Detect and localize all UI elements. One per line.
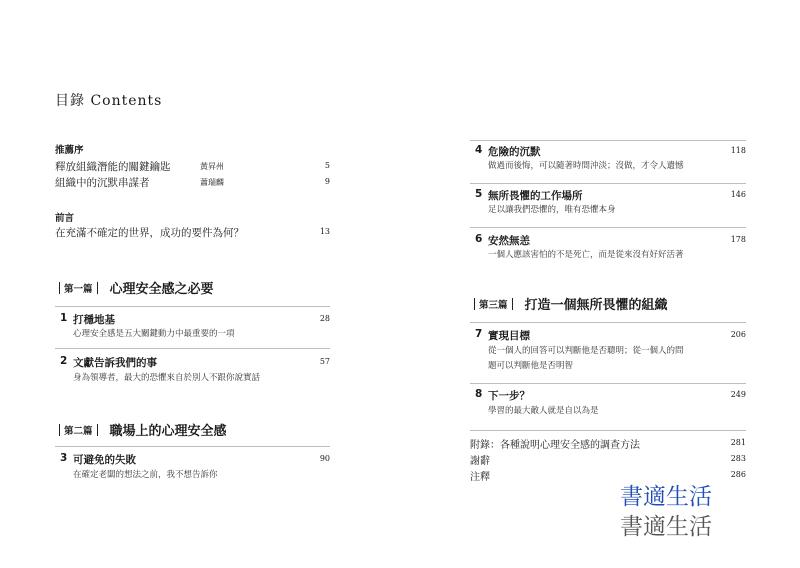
page-number: 9 bbox=[324, 177, 330, 186]
chapter-title[interactable]: 安然無恙 bbox=[488, 235, 530, 247]
divider bbox=[470, 383, 746, 384]
chapter-description: 一個人應該害怕的不是死亡，而是從來沒有好好活著 bbox=[488, 250, 684, 260]
part-title[interactable]: 職場上的心理安全感 bbox=[109, 424, 227, 439]
preface-author: 黃昇州 bbox=[200, 162, 224, 171]
divider bbox=[470, 430, 746, 431]
foreword-heading: 前言 bbox=[55, 213, 75, 224]
preface-title[interactable]: 組織中的沉默串謀者 bbox=[55, 177, 150, 189]
part-bar bbox=[97, 424, 98, 436]
chapter-title[interactable]: 下一步？ bbox=[488, 390, 530, 402]
page-number: 249 bbox=[730, 390, 746, 399]
page-number: 281 bbox=[730, 438, 746, 447]
chapter-number: 7 bbox=[475, 328, 483, 340]
chapter-description: 學習的最大敵人就是自以為是 bbox=[488, 406, 599, 416]
page-number: 206 bbox=[730, 330, 746, 339]
chapter-number: 4 bbox=[475, 144, 483, 156]
part-heading bbox=[470, 294, 668, 313]
notes-title[interactable]: 注釋 bbox=[470, 472, 490, 483]
page-number: 178 bbox=[730, 235, 746, 244]
part-heading bbox=[55, 278, 214, 297]
part-label: 第三篇 bbox=[479, 299, 508, 311]
page-number: 283 bbox=[730, 454, 746, 463]
divider bbox=[55, 348, 330, 349]
part-bar bbox=[474, 298, 475, 310]
watermark-text-blue: 書適生活 bbox=[620, 484, 712, 510]
chapter-number: 6 bbox=[475, 233, 483, 245]
chapter-description: 做過而後悔，可以隨著時間沖淡；沒做，才令人遺憾 bbox=[488, 161, 684, 171]
part-bar bbox=[512, 298, 513, 310]
chapter-title[interactable]: 實現目標 bbox=[488, 330, 530, 342]
divider bbox=[470, 140, 746, 141]
chapter-number: 1 bbox=[60, 312, 68, 324]
chapter-description: 在確定老闆的想法之前，我不想告訴你 bbox=[73, 470, 218, 480]
chapter-title[interactable]: 文獻告訴我們的事 bbox=[73, 357, 157, 369]
chapter-number: 5 bbox=[475, 188, 483, 200]
divider bbox=[470, 322, 746, 323]
part-bar bbox=[59, 424, 60, 436]
part-title[interactable]: 打造一個無所畏懼的組織 bbox=[524, 298, 668, 313]
page-number: 118 bbox=[730, 146, 746, 155]
page-number: 28 bbox=[319, 314, 330, 323]
page-number: 90 bbox=[319, 454, 330, 463]
divider bbox=[55, 446, 330, 447]
page-number: 146 bbox=[730, 190, 746, 199]
divider bbox=[470, 183, 746, 184]
part-bar bbox=[97, 282, 98, 294]
page-number: 5 bbox=[324, 161, 330, 170]
chapter-title[interactable]: 可避免的失敗 bbox=[73, 454, 136, 466]
page-number: 13 bbox=[319, 227, 330, 236]
contents-title: 目錄 Contents bbox=[55, 93, 163, 109]
chapter-number: 2 bbox=[60, 355, 68, 367]
acknowledgements-title[interactable]: 謝辭 bbox=[470, 456, 490, 467]
preface-heading: 推薦序 bbox=[55, 145, 84, 156]
appendix-title[interactable]: 附錄：各種說明心理安全感的調查方法 bbox=[470, 440, 640, 451]
foreword-title[interactable]: 在充滿不確定的世界，成功的要件為何？ bbox=[55, 227, 244, 239]
divider bbox=[470, 227, 746, 228]
chapter-description: 身為領導者，最大的恐懼來自於別人不跟你說實話 bbox=[73, 373, 261, 383]
chapter-number: 3 bbox=[60, 452, 68, 464]
part-label: 第二篇 bbox=[64, 425, 93, 437]
page-number: 57 bbox=[319, 357, 330, 366]
watermark-text-gray: 書適生活 bbox=[620, 514, 712, 540]
part-label: 第一篇 bbox=[64, 283, 93, 295]
chapter-description: 題可以判斷他是否明智 bbox=[488, 361, 574, 371]
chapter-description: 從一個人的回答可以判斷他是否聰明；從一個人的問 bbox=[488, 346, 684, 356]
part-heading bbox=[55, 420, 227, 439]
chapter-number: 8 bbox=[475, 388, 483, 400]
page-number: 286 bbox=[730, 470, 746, 479]
chapter-title[interactable]: 危險的沉默 bbox=[488, 146, 541, 158]
preface-title[interactable]: 釋放組織潛能的關鍵鑰匙 bbox=[55, 161, 171, 173]
chapter-title[interactable]: 打穩地基 bbox=[73, 314, 115, 326]
part-bar bbox=[59, 282, 60, 294]
divider bbox=[55, 306, 330, 307]
chapter-description: 心理安全感是五大關鍵動力中最重要的一項 bbox=[73, 329, 235, 339]
preface-author: 蕭瑞麟 bbox=[200, 178, 224, 187]
chapter-title[interactable]: 無所畏懼的工作場所 bbox=[488, 190, 583, 202]
chapter-description: 足以讓我們恐懼的，唯有恐懼本身 bbox=[488, 205, 616, 215]
part-title[interactable]: 心理安全感之必要 bbox=[109, 282, 214, 297]
